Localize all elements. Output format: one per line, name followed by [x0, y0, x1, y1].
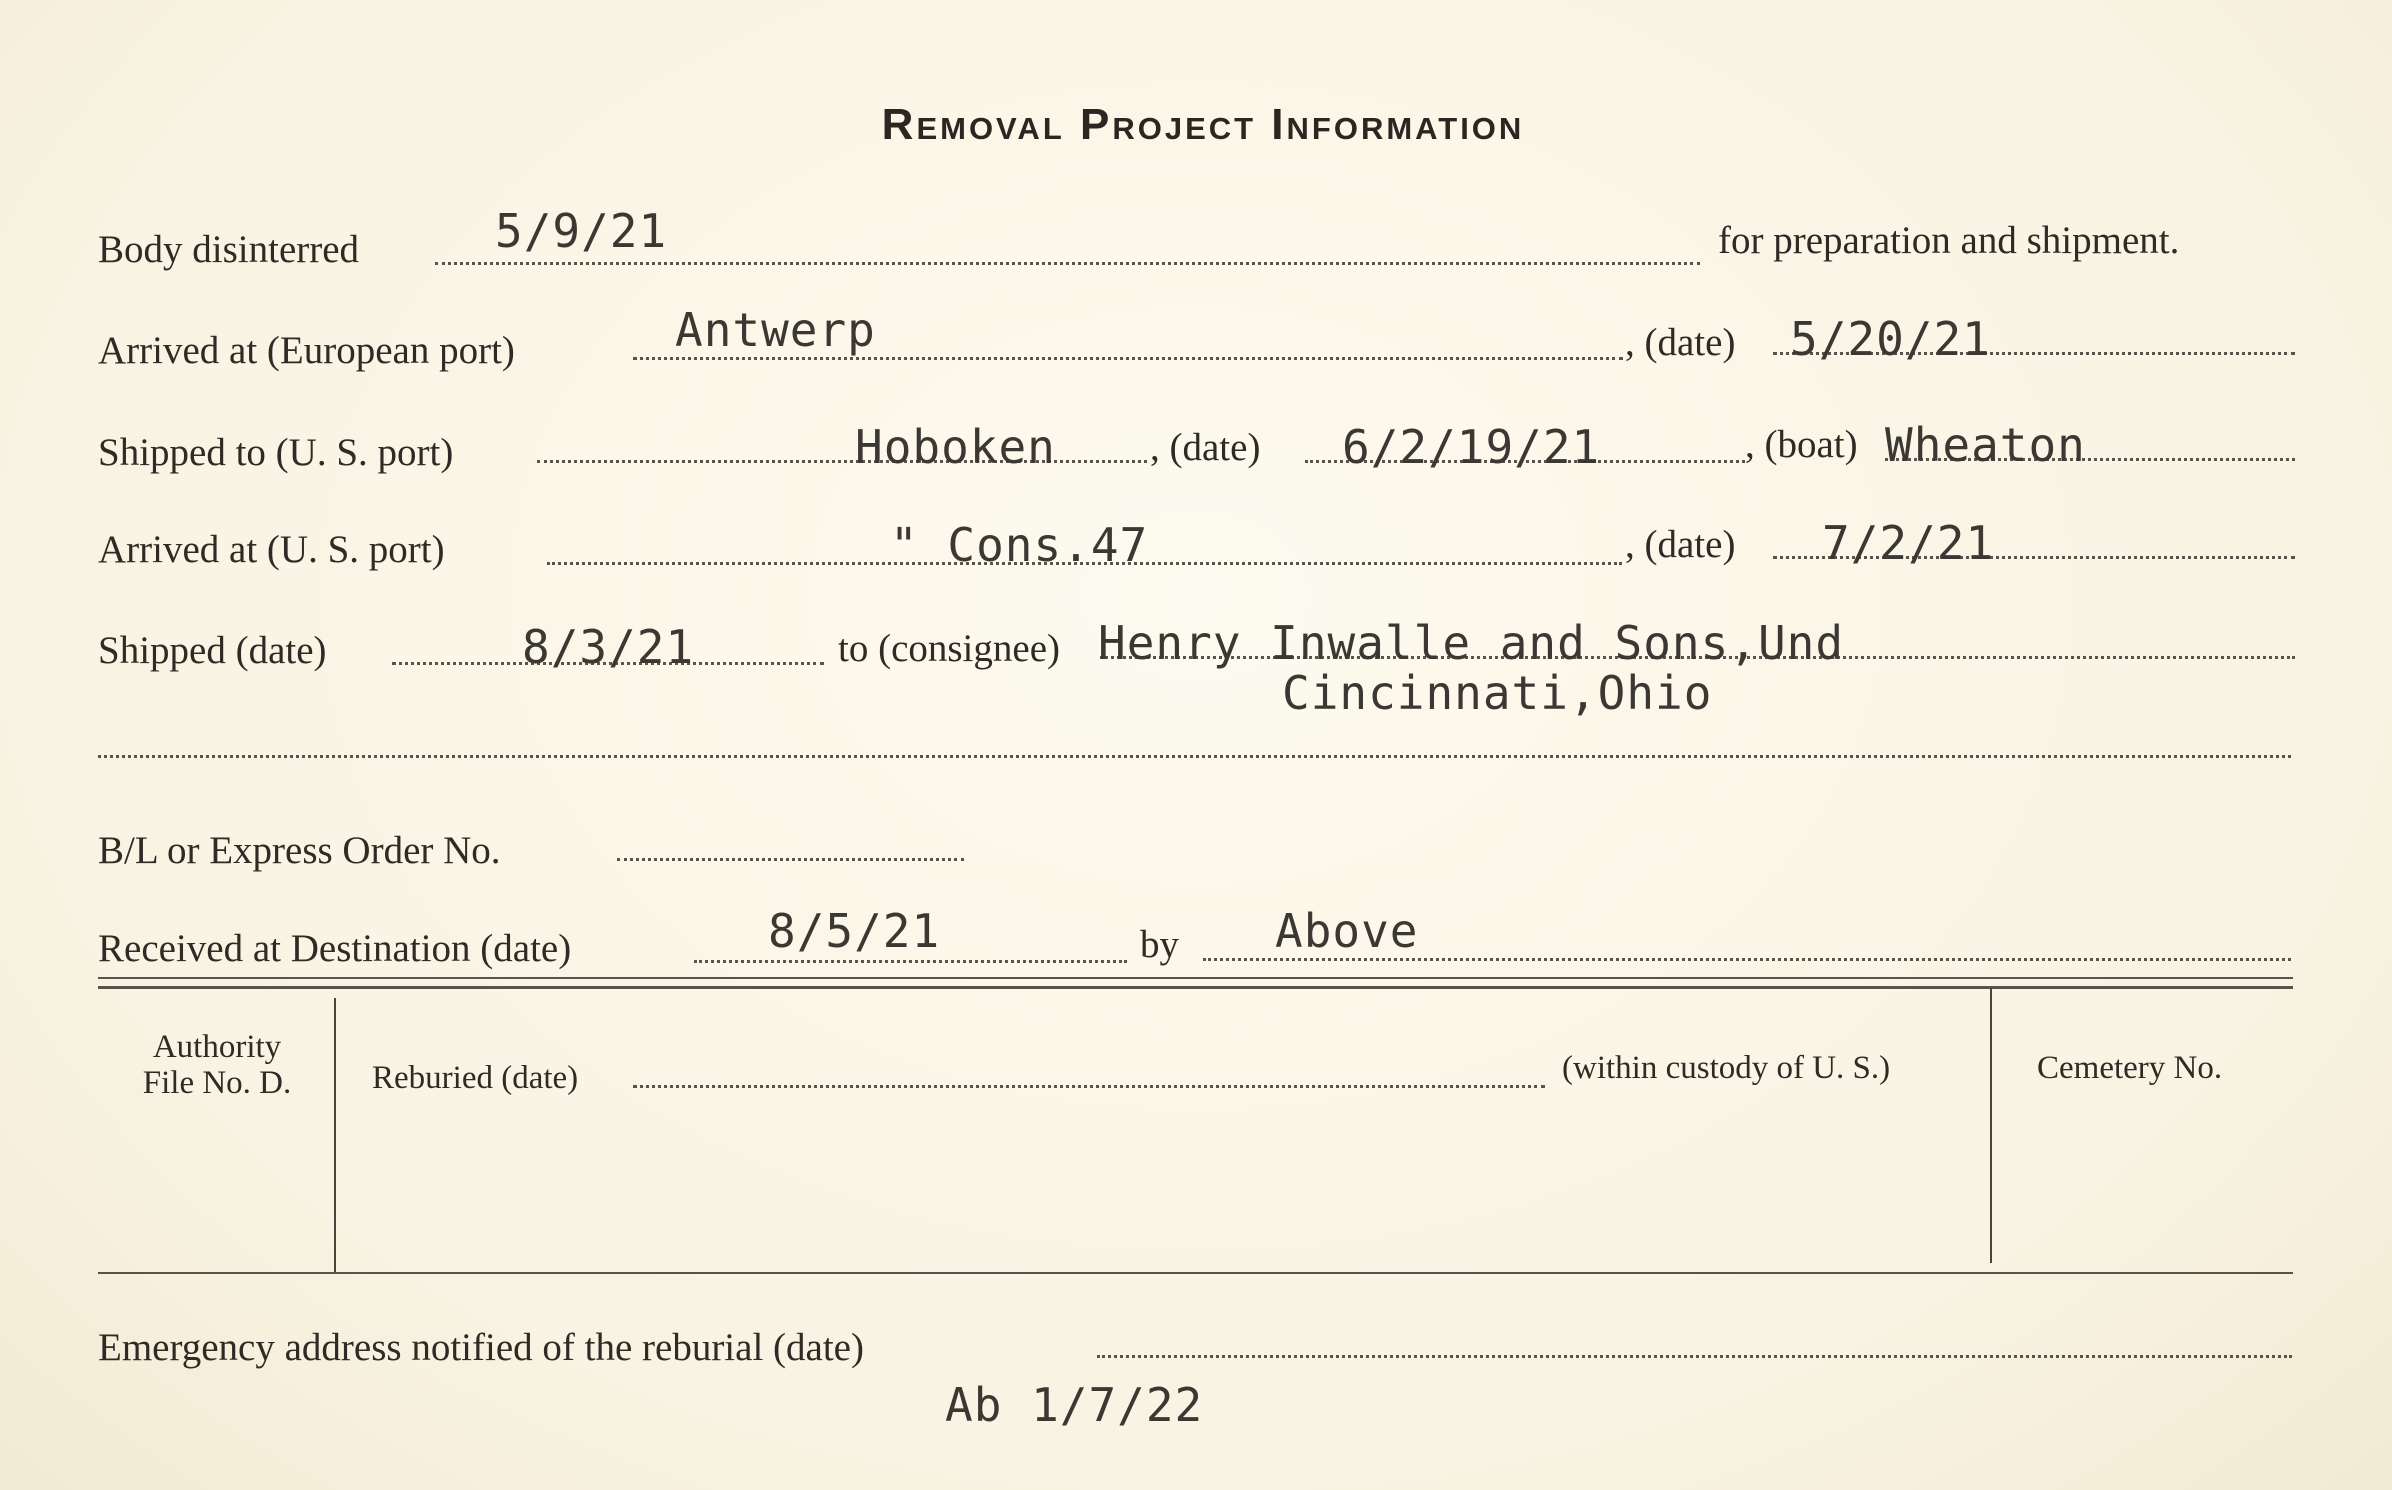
reburied-line: [633, 1085, 1545, 1088]
euro-date-value: 5/20/21: [1790, 312, 1991, 366]
received-by-line: [1203, 958, 2291, 961]
arrived-us-date-label: , (date): [1625, 523, 1736, 566]
euro-date-label: , (date): [1625, 321, 1736, 364]
box-top-rule-2: [98, 986, 2293, 989]
bl-line: [617, 858, 964, 861]
consignee-line2: Cincinnati,Ohio: [1282, 666, 1713, 720]
euro-port-line: [633, 357, 1623, 360]
disinterred-value: 5/9/21: [495, 204, 668, 258]
disinterred-suffix: for preparation and shipment.: [1718, 219, 2180, 262]
reburied-label: Reburied (date): [372, 1060, 579, 1096]
consignee-label: to (consignee): [838, 627, 1061, 670]
received-date-line: [694, 960, 1127, 963]
received-date-value: 8/5/21: [768, 904, 941, 958]
arrived-us-label: Arrived at (U. S. port): [98, 528, 445, 571]
box-divider-left: [334, 998, 336, 1273]
euro-port-value: Antwerp: [675, 303, 876, 357]
arrived-us-date-value: 7/2/21: [1822, 516, 1995, 570]
bl-label: B/L or Express Order No.: [98, 829, 501, 872]
authority-line2: File No. D.: [142, 1065, 292, 1101]
received-by-value: Above: [1275, 904, 1419, 958]
box-divider-right: [1990, 988, 1992, 1263]
euro-port-label: Arrived at (European port): [98, 329, 515, 372]
consignee-line1: Henry Inwalle and Sons,Und: [1098, 616, 1845, 670]
shipped-date-value: 8/3/21: [522, 620, 695, 674]
shipped-us-label: Shipped to (U. S. port): [98, 431, 454, 474]
box-bottom-rule: [98, 1272, 2293, 1274]
cemetery-label: Cemetery No.: [2037, 1050, 2223, 1086]
received-by-label: by: [1140, 923, 1179, 966]
box-top-rule-1: [98, 977, 2293, 979]
received-label: Received at Destination (date): [98, 927, 572, 970]
emergency-line: [1097, 1355, 2292, 1358]
emergency-label: Emergency address notified of the reburial (date): [98, 1326, 864, 1369]
disinterred-line: [435, 262, 1700, 265]
shipped-date-label: Shipped (date): [98, 629, 327, 672]
consignee-continuation-line: [98, 755, 2291, 758]
boat-label: , (boat): [1745, 423, 1858, 466]
boat-value: Wheaton: [1885, 418, 2086, 472]
emergency-value: Ab 1/7/22: [945, 1378, 1204, 1432]
custody-label: (within custody of U. S.): [1562, 1050, 1891, 1086]
authority-line1: Authority: [152, 1029, 282, 1065]
authority-label: [122, 1029, 312, 1101]
disinterred-label: Body disinterred: [98, 228, 360, 271]
arrived-us-value: " Cons.47: [890, 518, 1149, 572]
card-title: Removal Project Information: [881, 100, 1525, 149]
shipped-us-date-label: , (date): [1150, 426, 1261, 469]
shipped-us-date-value: 6/2/19/21: [1342, 420, 1601, 474]
shipped-us-value: Hoboken: [855, 420, 1056, 474]
